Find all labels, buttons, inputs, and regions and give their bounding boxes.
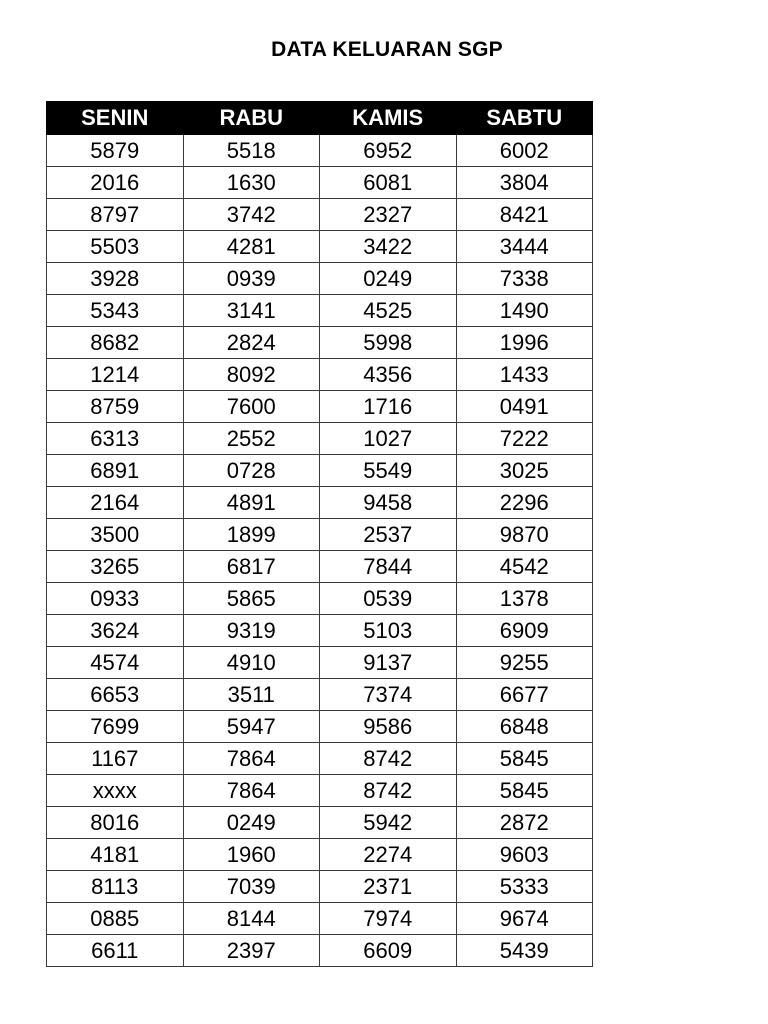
table-cell-sabtu: 4542 [456, 551, 593, 583]
table-cell-rabu: 0249 [183, 807, 320, 839]
table-cell-sabtu: 1378 [456, 583, 593, 615]
table-cell-rabu: 5865 [183, 583, 320, 615]
table-cell-kamis: 7374 [320, 679, 457, 711]
table-cell-rabu: 4891 [183, 487, 320, 519]
table-header-row [47, 102, 593, 135]
table-cell-senin: 7699 [47, 711, 184, 743]
column-header-kamis: KAMIS [320, 102, 457, 135]
table-row [47, 839, 593, 871]
table-cell-rabu: 0939 [183, 263, 320, 295]
table-cell-senin: 8113 [47, 871, 184, 903]
table-cell-senin: 0933 [47, 583, 184, 615]
table-cell-rabu: 2824 [183, 327, 320, 359]
table-cell-sabtu: 5333 [456, 871, 593, 903]
table-cell-sabtu: 8421 [456, 199, 593, 231]
table-row [47, 647, 593, 679]
table-cell-rabu: 4281 [183, 231, 320, 263]
table-cell-kamis: 8742 [320, 775, 457, 807]
table-cell-rabu: 4910 [183, 647, 320, 679]
table-cell-senin: 3928 [47, 263, 184, 295]
table-cell-kamis: 6609 [320, 935, 457, 967]
table-cell-kamis: 6952 [320, 135, 457, 167]
table-cell-sabtu: 7338 [456, 263, 593, 295]
column-header-senin: SENIN [47, 102, 184, 135]
table-cell-sabtu: 5845 [456, 743, 593, 775]
table-cell-kamis: 5942 [320, 807, 457, 839]
table-row [47, 231, 593, 263]
table-row [47, 551, 593, 583]
table-cell-rabu: 7864 [183, 775, 320, 807]
table-row [47, 711, 593, 743]
column-header-sabtu: SABTU [456, 102, 593, 135]
table-cell-rabu: 1899 [183, 519, 320, 551]
table-cell-sabtu: 3025 [456, 455, 593, 487]
table-cell-rabu: 3742 [183, 199, 320, 231]
table-cell-senin: 5503 [47, 231, 184, 263]
table-row [47, 167, 593, 199]
table-row [47, 487, 593, 519]
table-cell-kamis: 0539 [320, 583, 457, 615]
table-cell-kamis: 3422 [320, 231, 457, 263]
table-cell-rabu: 3141 [183, 295, 320, 327]
table-cell-senin: 5879 [47, 135, 184, 167]
table-cell-rabu: 8144 [183, 903, 320, 935]
results-table [46, 101, 593, 967]
table-row [47, 263, 593, 295]
table-cell-rabu: 1630 [183, 167, 320, 199]
table-cell-sabtu: 9674 [456, 903, 593, 935]
table-cell-senin: 8682 [47, 327, 184, 359]
table-cell-senin: 0885 [47, 903, 184, 935]
table-cell-sabtu: 3444 [456, 231, 593, 263]
table-cell-senin: 6611 [47, 935, 184, 967]
table-row [47, 455, 593, 487]
table-cell-senin: 5343 [47, 295, 184, 327]
table-cell-kamis: 9586 [320, 711, 457, 743]
table-row [47, 743, 593, 775]
table-cell-rabu: 7600 [183, 391, 320, 423]
table-cell-kamis: 6081 [320, 167, 457, 199]
table-cell-sabtu: 6002 [456, 135, 593, 167]
table-cell-kamis: 5549 [320, 455, 457, 487]
table-body [47, 135, 593, 967]
table-cell-sabtu: 0491 [456, 391, 593, 423]
table-row [47, 935, 593, 967]
table-cell-senin: 8016 [47, 807, 184, 839]
table-cell-sabtu: 1996 [456, 327, 593, 359]
table-cell-sabtu: 1433 [456, 359, 593, 391]
table-cell-kamis: 7844 [320, 551, 457, 583]
table-row [47, 583, 593, 615]
table-cell-rabu: 7864 [183, 743, 320, 775]
table-cell-sabtu: 5845 [456, 775, 593, 807]
table-cell-sabtu: 6677 [456, 679, 593, 711]
table-row [47, 903, 593, 935]
table-row [47, 423, 593, 455]
table-row [47, 359, 593, 391]
table-cell-kamis: 4525 [320, 295, 457, 327]
table-cell-kamis: 2274 [320, 839, 457, 871]
table-cell-rabu: 6817 [183, 551, 320, 583]
table-row [47, 807, 593, 839]
table-cell-sabtu: 2872 [456, 807, 593, 839]
table-row [47, 295, 593, 327]
table-cell-sabtu: 2296 [456, 487, 593, 519]
table-row [47, 679, 593, 711]
table-cell-sabtu: 1490 [456, 295, 593, 327]
table-row [47, 775, 593, 807]
table-cell-rabu: 0728 [183, 455, 320, 487]
table-cell-senin: 6653 [47, 679, 184, 711]
table-cell-kamis: 8742 [320, 743, 457, 775]
table-row [47, 327, 593, 359]
table-cell-kamis: 0249 [320, 263, 457, 295]
table-cell-kamis: 2371 [320, 871, 457, 903]
table-cell-kamis: 2537 [320, 519, 457, 551]
table-cell-rabu: 5947 [183, 711, 320, 743]
table-cell-kamis: 9458 [320, 487, 457, 519]
table-cell-senin: 3624 [47, 615, 184, 647]
table-cell-kamis: 1027 [320, 423, 457, 455]
table-cell-sabtu: 5439 [456, 935, 593, 967]
column-header-rabu: RABU [183, 102, 320, 135]
table-cell-sabtu: 9870 [456, 519, 593, 551]
page-title: DATA KELUARAN SGP [271, 38, 503, 61]
table-row [47, 391, 593, 423]
table-cell-senin: 4181 [47, 839, 184, 871]
table-row [47, 615, 593, 647]
table-cell-kamis: 5998 [320, 327, 457, 359]
table-cell-senin: 6891 [47, 455, 184, 487]
table-cell-sabtu: 6848 [456, 711, 593, 743]
table-cell-rabu: 5518 [183, 135, 320, 167]
table-cell-rabu: 8092 [183, 359, 320, 391]
table-cell-sabtu: 9603 [456, 839, 593, 871]
table-cell-rabu: 9319 [183, 615, 320, 647]
table-cell-rabu: 1960 [183, 839, 320, 871]
table-cell-rabu: 2552 [183, 423, 320, 455]
table-cell-sabtu: 9255 [456, 647, 593, 679]
table-cell-sabtu: 6909 [456, 615, 593, 647]
table-cell-senin: 1214 [47, 359, 184, 391]
table-row [47, 871, 593, 903]
table-cell-kamis: 1716 [320, 391, 457, 423]
table-cell-kamis: 9137 [320, 647, 457, 679]
table-cell-sabtu: 3804 [456, 167, 593, 199]
table-cell-senin: 8797 [47, 199, 184, 231]
table-cell-rabu: 3511 [183, 679, 320, 711]
table-cell-senin: 8759 [47, 391, 184, 423]
table-cell-senin: 2164 [47, 487, 184, 519]
table-row [47, 135, 593, 167]
table-cell-kamis: 7974 [320, 903, 457, 935]
table-cell-senin: 3500 [47, 519, 184, 551]
table-cell-sabtu: 7222 [456, 423, 593, 455]
table-cell-senin: 3265 [47, 551, 184, 583]
table-cell-kamis: 4356 [320, 359, 457, 391]
table-cell-senin: 4574 [47, 647, 184, 679]
table-cell-kamis: 2327 [320, 199, 457, 231]
table-cell-senin: xxxx [47, 775, 184, 807]
table-cell-senin: 1167 [47, 743, 184, 775]
table-cell-senin: 6313 [47, 423, 184, 455]
table-cell-rabu: 7039 [183, 871, 320, 903]
table-cell-senin: 2016 [47, 167, 184, 199]
table-cell-rabu: 2397 [183, 935, 320, 967]
table-row [47, 519, 593, 551]
table-cell-kamis: 5103 [320, 615, 457, 647]
table-row [47, 199, 593, 231]
